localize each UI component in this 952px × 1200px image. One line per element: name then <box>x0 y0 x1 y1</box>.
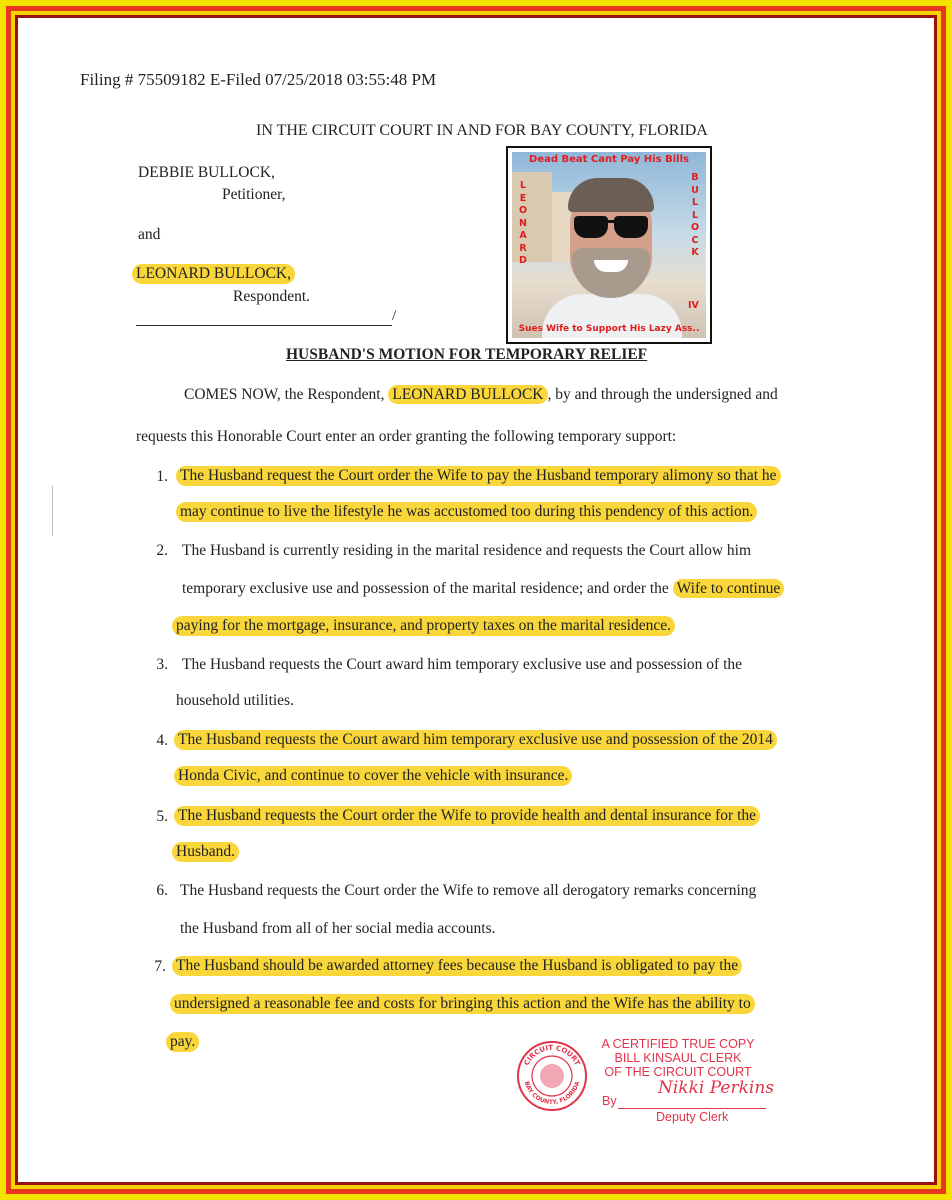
certification-line-2: BILL KINSAUL CLERK <box>614 1051 742 1065</box>
photo-caption-top: Dead Beat Cant Pay His Bills <box>529 154 689 165</box>
caption-slash: / <box>392 308 397 324</box>
item-number: 5. <box>156 808 168 825</box>
item-number: 2. <box>156 542 168 559</box>
portrait-beard <box>572 248 650 298</box>
document-page <box>18 18 934 1182</box>
certification-line-1: A CERTIFIED TRUE COPY <box>601 1037 755 1051</box>
item-4-line-1: The Husband requests the Court award him temporary exclusive use and possession of the 2014 <box>174 730 777 750</box>
sunglasses-bridge <box>606 220 616 223</box>
item-2-line-2 <box>182 580 784 598</box>
motion-title: HUSBAND'S MOTION FOR TEMPORARY RELIEF <box>286 346 648 363</box>
sunglasses-left-lens <box>574 216 608 238</box>
item-number: 6. <box>156 882 168 899</box>
item-1-line-2: may continue to live the lifestyle he was accustomed too during this pendency of this action. <box>176 502 757 522</box>
seal-bottom-text: BAY COUNTY, FLORIDA <box>522 1080 582 1107</box>
photo-caption-bottom: Sues Wife to Support His Lazy Ass.. <box>518 324 700 334</box>
item-6-line-1: The Husband requests the Court order the Wife to remove all derogatory remarks concerning <box>180 882 757 899</box>
signature-line <box>618 1108 766 1109</box>
item-6-line-2: the Husband from all of her social media accounts. <box>180 920 496 937</box>
portrait-photo <box>512 152 706 338</box>
respondent-name: LEONARD BULLOCK, <box>132 264 295 284</box>
item-number: 7. <box>154 958 166 975</box>
photo-vertical-left: LEONARD <box>518 180 528 266</box>
certification-line-3: OF THE CIRCUIT COURT <box>604 1065 752 1079</box>
seal-top-text: CIRCUIT COURT <box>522 1043 582 1067</box>
intro-line-2: requests this Honorable Court enter an order granting the following temporary support: <box>136 428 677 445</box>
petitioner-name: DEBBIE BULLOCK, <box>138 164 275 181</box>
item-7-line-3: pay. <box>166 1032 199 1052</box>
item-3-line-1: The Husband requests the Court award him temporary exclusive use and possession of the <box>182 656 743 673</box>
court-seal <box>516 1040 588 1112</box>
margin-mark <box>52 486 53 536</box>
petitioner-role: Petitioner, <box>222 186 286 203</box>
item-4-line-2: Honda Civic, and continue to cover the vehicle with insurance. <box>174 766 572 786</box>
item-number: 3. <box>156 656 168 673</box>
item-number: 4. <box>156 732 168 749</box>
intro-line-1 <box>184 386 778 404</box>
respondent-role: Respondent. <box>233 288 311 305</box>
clerk-signature: Nikki Perkins <box>658 1078 775 1098</box>
item-2-line-2-text: temporary exclusive use and possession of the marital residence; and order the <box>182 580 673 597</box>
sunglasses-right-lens <box>614 216 648 238</box>
photo-vertical-right: BULLOCK <box>690 172 700 258</box>
item-number: 1. <box>156 468 168 485</box>
filing-stamp: Filing # 75509182 E-Filed 07/25/2018 03:55:48 PM <box>80 70 437 89</box>
item-1-line-1: The Husband request the Court order the Wife to pay the Husband temporary alimony so that he <box>176 466 781 486</box>
caption-and: and <box>138 226 161 243</box>
intro-text: , by and through the undersigned and <box>547 386 778 403</box>
deputy-clerk-title: Deputy Clerk <box>656 1110 729 1124</box>
portrait-hair <box>568 178 654 212</box>
item-5-line-2: Husband. <box>172 842 239 862</box>
court-heading: IN THE CIRCUIT COURT IN AND FOR BAY COUNTY, FLORIDA <box>256 122 708 139</box>
item-2-line-3: paying for the mortgage, insurance, and property taxes on the marital residence. <box>172 616 675 636</box>
photo-overlay <box>506 146 712 344</box>
item-7-line-1: The Husband should be awarded attorney fees because the Husband is obligated to pay the <box>172 956 742 976</box>
photo-suffix: IV <box>688 300 699 311</box>
item-3-line-2: household utilities. <box>176 692 294 709</box>
certification-by: By <box>602 1094 617 1108</box>
item-2-line-2-highlight: Wife to continue <box>673 579 785 598</box>
item-7-line-2: undersigned a reasonable fee and costs for bringing this action and the Wife has the ability to <box>170 994 755 1014</box>
intro-respondent-name: LEONARD BULLOCK <box>388 385 547 404</box>
item-2-line-1: The Husband is currently residing in the marital residence and requests the Court allow him <box>182 542 752 559</box>
caption-signature-line <box>136 325 392 326</box>
intro-text: COMES NOW, the Respondent, <box>184 386 385 403</box>
item-5-line-1: The Husband requests the Court order the Wife to provide health and dental insurance for the <box>174 806 760 826</box>
